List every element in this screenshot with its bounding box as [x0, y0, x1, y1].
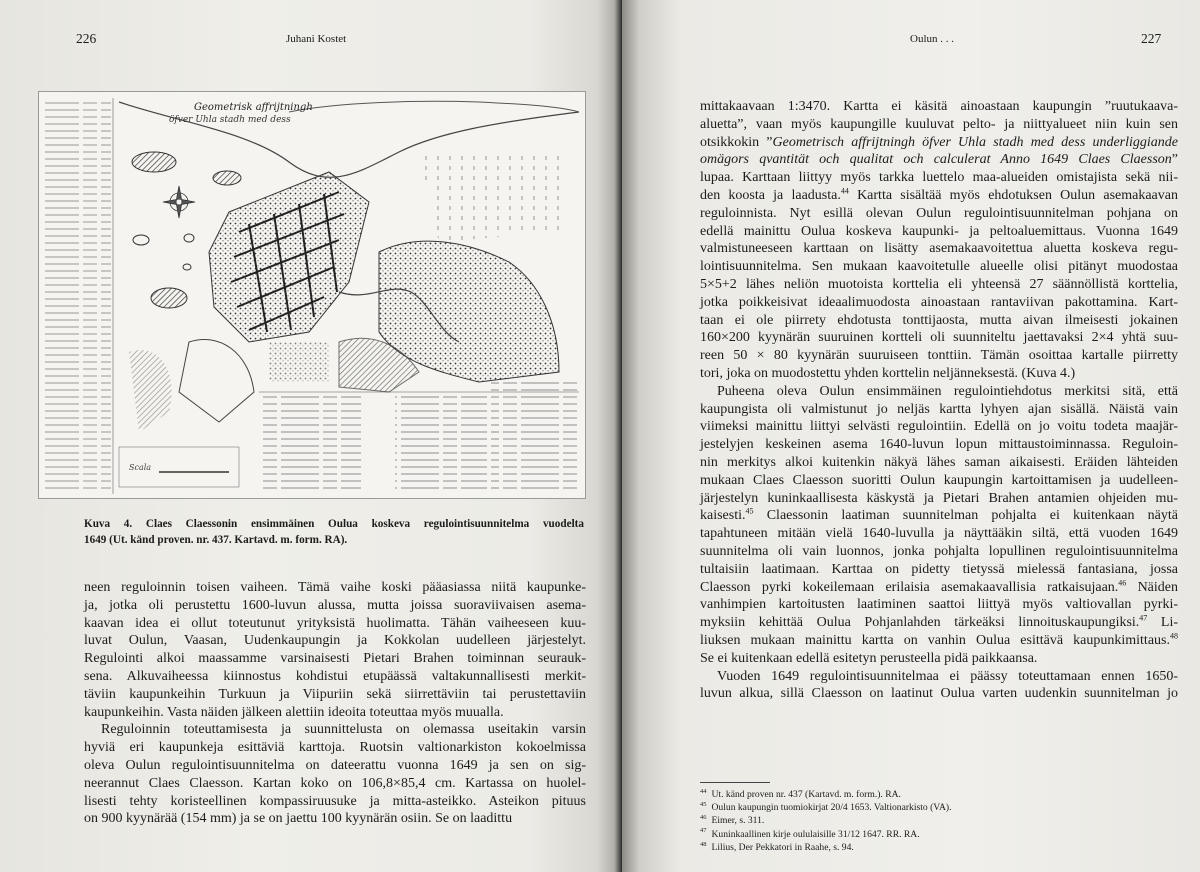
- body-line: neerannut Claes Claesson. Kartan koko on 106,8×85,4 cm. Kartassa on huolel-: [84, 775, 586, 791]
- body-text: tapahtuneen mitään vielä 1640-luvulla ja näyttääkin siltä, että vuoden 1649: [700, 526, 1178, 542]
- body-line: lisesti tehty koristeellinen kompassiruusuke ja mitta-asteikko. Asteikon pituus: [84, 793, 586, 809]
- body-line: ja, jotka oli perustettu 1600-luvun alussa, mutta joissa suoraviivaisen asema-: [84, 597, 586, 613]
- footnote-text: Lilius, Der Pekkatori in Raahe, s. 94.: [711, 841, 854, 853]
- body-text: edellä mainittu Oulua koskeva kaupunki- ja peltoaluemittaus. Vuonna 1649: [700, 223, 1178, 239]
- body-line: [700, 187, 1178, 205]
- body-line: [700, 258, 1178, 276]
- body-line: [700, 614, 1178, 632]
- body-line: [700, 151, 1178, 169]
- footnote-number: 44: [700, 787, 707, 795]
- body-text: viimeksi mainittu liittyi selvästi regulointiin. Edellä on jo voitu todeta maajär-: [700, 419, 1178, 435]
- footnote: [700, 814, 1178, 827]
- body-text: jestelyjen keskeinen asema 1640-luvun lopun mittaustoiminnassa. Regulоin-: [700, 437, 1178, 453]
- svg-text:Geometrisk affrijtningh: Geometrisk affrijtningh: [194, 102, 313, 113]
- body-text: Näiden: [1126, 579, 1178, 595]
- body-text: kaupungista oli valmistunut jo neljäs kartta lyhyen ajan sisällä. Näistä vain: [700, 401, 1178, 417]
- left-body-text: [84, 579, 586, 828]
- footnote: [700, 828, 1178, 841]
- body-text: Claesson pyrki kokeilemaan erilaisia asemakaavallisia ratkaisujaan.: [700, 579, 1119, 595]
- map-illustration: [39, 92, 586, 499]
- body-text: ”: [1171, 152, 1178, 168]
- body-line: [700, 490, 1178, 508]
- body-text: Li-: [1147, 615, 1178, 631]
- body-line: kaupunkeihin. Vasta näiden jälkeen alettiin ideoita toteuttaa myös muualla.: [84, 704, 504, 720]
- body-line: [700, 436, 1178, 454]
- body-text: liuksen mukaan mainittu kartta on vanhin Oulua esittävä kaupunkimittaus.: [700, 632, 1170, 648]
- body-line: [700, 312, 1178, 330]
- footnote-text: Ut. känd proven nr. 437 (Kartavd. m. form.). RA.: [711, 789, 901, 800]
- footnote-text: Kuninkaallinen kirje oululaisille 31/12 1647. RR. RA.: [711, 828, 920, 840]
- body-line: [700, 294, 1178, 312]
- map-figure: [38, 91, 586, 499]
- body-line: [700, 685, 1178, 703]
- footnotes: [700, 788, 1178, 854]
- body-text: otsikkokin ”: [700, 134, 773, 150]
- footnote: [700, 788, 1178, 801]
- right-body-text: [700, 98, 1178, 703]
- body-line: [700, 543, 1178, 561]
- body-text: Se ei kuitenkaan edellä esitetyn perusteella pidä paikkaansa.: [700, 650, 1038, 666]
- body-line: täviin kaupunkeihin Turkuun ja Viipuriin sekä siirrettäviin tai perustettaviin: [84, 686, 586, 702]
- body-line: [700, 579, 1178, 597]
- body-text: tultaisiin laatimaan. Karttaa on pidetty tietyssä mielessä fantasiana, jossa: [700, 561, 1178, 577]
- footnote: [700, 801, 1178, 814]
- body-line: [700, 454, 1178, 472]
- page-number-left: 226: [76, 31, 97, 46]
- body-text: järjestelyn kuninkaallisesta käskystä ja Pietari Brahen antamien ohjeiden mu-: [700, 490, 1178, 506]
- page-number-right: 227: [1141, 31, 1162, 46]
- body-line: [700, 169, 1178, 187]
- body-line: sena. Alkuvaiheessa kiinnostus kohdistui etupäässä valtakunnallisesti merkit-: [84, 668, 586, 684]
- body-line: on 900 kyynärää (154 mm) ja se on jaettu 100 kyynärän osiin. Se on laadittu: [84, 811, 513, 827]
- body-text: myksiin kehittää Oulua Pohjanlahden tärkeäksi linnoituskaupungiksi.: [700, 615, 1140, 631]
- body-text: tori, joka on muodostettu yhden korttelin neljänneksestä. (Kuva 4.): [700, 365, 1076, 381]
- map-title-text: öfver Uhla stadh med dess: [169, 115, 291, 125]
- caption-line: 1649 (Ut. känd proven. nr. 437. Kartavd. m. form. RA).: [84, 534, 348, 546]
- body-text: den koosta ja laadusta.: [700, 187, 841, 203]
- body-text: lupaa. Karttaan liittyy myös tarkka luettelo maa-alueiden omistajista sekä nii-: [700, 170, 1178, 186]
- right-page: [622, 0, 1200, 872]
- footnote-ref[interactable]: 44: [840, 186, 849, 196]
- body-line: [700, 650, 1178, 668]
- footnote-ref[interactable]: 45: [745, 506, 754, 516]
- body-text: Puheena oleva Oulun ensimmäinen regulointiehdotus merkitsi sitä, että: [717, 383, 1178, 399]
- footnote: [700, 841, 1178, 854]
- body-line: kaavan idea ei ollut toteutunut yrityksistä huolimatta. Tähän vaiheeseen kuu-: [84, 615, 586, 631]
- running-head-left: Juhani Kostet: [286, 33, 347, 45]
- running-head-right: Oulun . . .: [910, 33, 954, 45]
- footnote-ref[interactable]: 46: [1118, 577, 1127, 587]
- italic-title: Geometrisch affrijtningh öfver Uhla stadh med dess underliggiande: [772, 134, 1178, 150]
- body-text: mittakaavaan 1:3470. Kartta ei käsitä ainoastaan kaupungin ”ruutukaava-: [700, 99, 1178, 114]
- body-line: [700, 632, 1178, 650]
- body-text: reen 50 × 80 kyynärän suuruiseen tonttiin. Tämän osoittaa kartalle piirretty: [700, 348, 1178, 364]
- body-line: oleva Oulun regulointisuunnitelma on dateerattu vuonna 1649 ja sen on sig-: [84, 757, 586, 773]
- body-text: vanhimpien kartoitusten laatiminen saattoi liittyä myös valtiovallan pyrki-: [700, 597, 1178, 613]
- body-text: reguloinnista. Nyt esillä olevan Oulun regulointisuunnitelman pohjana on: [700, 205, 1178, 221]
- italic-title: omägors qvantität och qualitat och calculerat Anno 1649 Claes Claesson: [700, 152, 1172, 168]
- caption-line: Kuva 4. Claes Claessonin ensimmäinen Oulua koskeva regulointisuunnitelma vuodelta: [84, 518, 584, 530]
- body-line: [700, 329, 1178, 347]
- body-line: [700, 507, 1178, 525]
- body-line: hyviä eri kaupunkeja esittäviä karttoja. Ruotsin valtionarkiston kokoelmissa: [84, 740, 586, 756]
- body-text: 160×200 kyynärän suuruinen kortteli oli suunniteltu jaettavaksi 2×4 yhtä suu-: [700, 330, 1178, 346]
- footnote-text: Oulun kaupungin tuomiokirjat 20/4 1653. Valtionarkisto (VA).: [711, 802, 952, 814]
- body-line: neen reguloinnin toisen vaiheen. Tämä vaihe koski pääasiassa niitä kaupunke-: [84, 580, 586, 595]
- body-line: [700, 596, 1178, 614]
- body-text: nin merkitys alkoi kuitenkin näkyä lähes saman aikaisesti. Eräiden lähteiden: [700, 454, 1178, 470]
- body-text: kaisesti.: [700, 508, 746, 524]
- body-line: [700, 240, 1178, 258]
- body-line: [700, 561, 1178, 579]
- body-text: suunnitelma oli vain luonnos, jonka pohjalta lopullinen regulointisuunnitelma: [700, 543, 1178, 559]
- body-line: [700, 205, 1178, 223]
- body-line: [700, 365, 1178, 383]
- body-line: [700, 472, 1178, 490]
- body-line: luvat Oulun, Vaasan, Uudenkaupungin ja Kokkolan uudelleen järjestelyt.: [84, 633, 586, 649]
- svg-text:Scala: Scala: [129, 463, 152, 472]
- body-line: [700, 525, 1178, 543]
- footnote-number: 45: [700, 801, 707, 809]
- footnote-ref[interactable]: 48: [1170, 631, 1178, 641]
- body-text: 5×5+2 lähes neliön muotoista korttelia eli yhteensä 27 säännöllistä korttelia,: [700, 276, 1178, 292]
- body-line: [700, 668, 1178, 686]
- body-text: luvun alkua, sillä Claesson on laatinut Oulua varten uudenkin suunnitelman jo: [700, 686, 1178, 702]
- body-text: taan ei ole piirrety ehdotusta tonttijaosta, mutta aivan ilmeisesti jokainen: [700, 312, 1178, 328]
- body-text: mukaan Claes Claesson suoritti Oulun kaupungin kartoittamisen ja uudelleen-: [700, 472, 1178, 488]
- body-text: valmistuneeseen karttaan on lisätty asemakaavoitettua aluetta koskeva regu-: [700, 241, 1178, 257]
- footnote-text: Eimer, s. 311.: [711, 815, 765, 827]
- body-line: [700, 98, 1178, 116]
- body-text: Claessonin laatiman suunnitelman pohjalta ei kuitenkaan näytä: [753, 508, 1178, 524]
- footnote-ref[interactable]: 47: [1139, 613, 1148, 623]
- body-text: aluetta”, vaan myös kaupungille kuuluvat pelto- ja niittyalueet niin kuin sen: [700, 116, 1178, 132]
- body-line: Reguloinnin toteuttamisesta ja suunnittelusta on olemassa useitakin varsin: [101, 722, 586, 738]
- body-line: [700, 116, 1178, 134]
- body-line: [700, 347, 1178, 365]
- footnote-rule: [700, 782, 770, 783]
- body-line: [700, 223, 1178, 241]
- figure-caption: [84, 516, 584, 548]
- footnote-number: 46: [700, 814, 707, 822]
- body-text: Kartta sisältää myös ehdotuksen Oulun asemakaavan: [848, 187, 1178, 203]
- body-text: Vuoden 1649 regulointisuunnitelmaa ei päässy toteuttamaan ennen 1650-: [717, 668, 1178, 684]
- body-line: [700, 401, 1178, 419]
- body-line: Regulointi alkoi maassamme varsinaisesti Pietari Brahen toiminnan seurauk-: [84, 651, 586, 667]
- body-line: [700, 134, 1178, 152]
- footnote-number: 47: [700, 827, 707, 835]
- body-line: [700, 276, 1178, 294]
- body-text: lointisuunnitelma. Sen mukaan kaavoitetulle alueelle olisi pitänyt muodostaa: [700, 259, 1178, 275]
- body-text: jotka poikkeisivat ideaalimuodosta ainoastaan rantaviivan pakottamina. Kart-: [700, 294, 1178, 310]
- body-line: [700, 383, 1178, 401]
- body-line: [700, 418, 1178, 436]
- footnote-number: 48: [700, 840, 707, 848]
